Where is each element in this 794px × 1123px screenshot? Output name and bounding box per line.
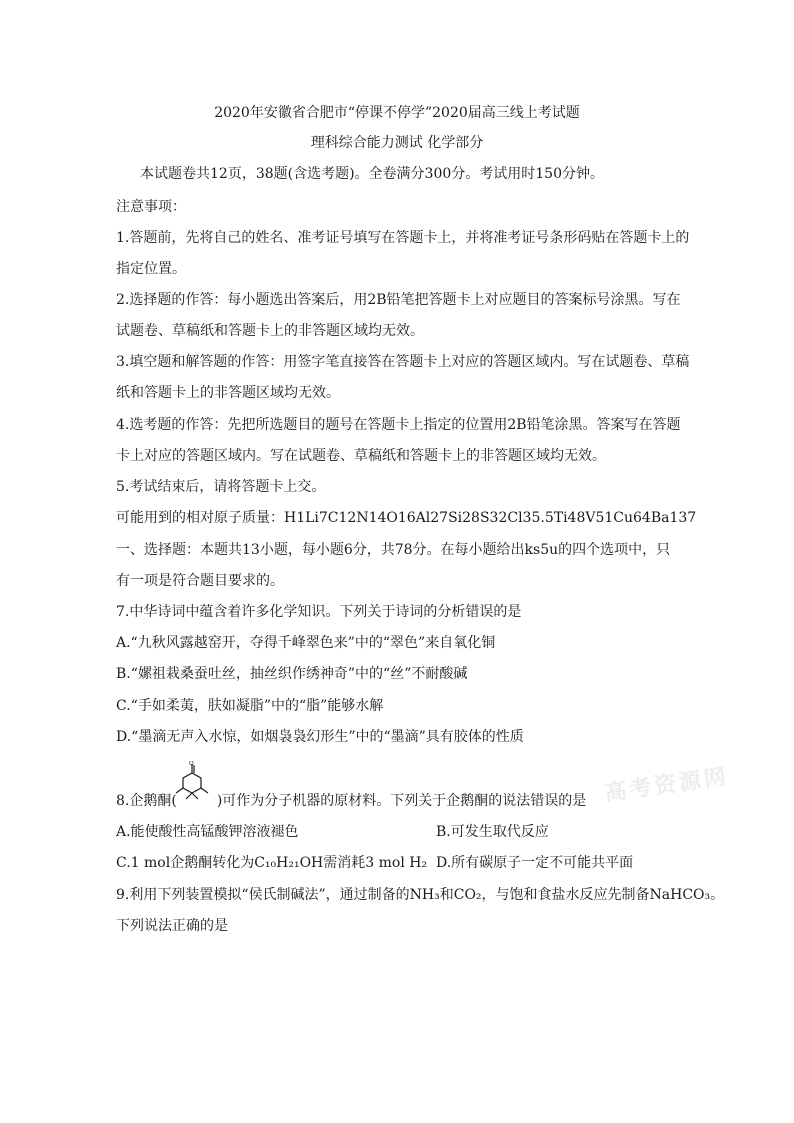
- atomic-masses: 可能用到的相对原子质量：H1Li7C12N14O16Al27Si28S32Cl35.5Ti48V51Cu64Ba137: [116, 510, 697, 526]
- exam-subtitle: 理科综合能力测试 化学部分: [310, 135, 484, 151]
- question-8-option-b: B.可发生取代反应: [436, 824, 549, 840]
- question-8-stem-prefix: 8.企鹅酮(: [116, 793, 177, 809]
- penguinone-structure-icon: [172, 761, 212, 801]
- question-8-option-d: D.所有碳原子一定不可能共平面: [436, 855, 634, 871]
- question-8-option-c: C.1 mol企鹅酮转化为C₁₀H₂₁OH需消耗3 mol H₂: [116, 855, 428, 871]
- note-line: 3.填空题和解答题的作答：用签字笔直接答在答题卡上对应的答题区域内。写在试题卷、草稿: [116, 354, 690, 370]
- note-line: 5.考试结束后，请将答题卡上交。: [116, 479, 326, 495]
- exam-title: 2020年安徽省合肥市“停课不停学”2020届高三线上考试题: [214, 105, 580, 121]
- question-7-option-b: B.“嫘祖栽桑蚕吐丝，抽丝织作绣神奇”中的“丝”不耐酸碱: [116, 666, 468, 682]
- note-line: 2.选择题的作答：每小题选出答案后，用2B铅笔把答题卡上对应题目的答案标号涂黑。写在: [116, 292, 681, 308]
- question-7-option-d: D.“墨滴无声入水惊，如烟袅袅幻形生”中的“墨滴”具有胶体的性质: [116, 729, 524, 745]
- note-line: 1.答题前，先将自己的姓名、准考证号填写在答题卡上，并将准考证号条形码贴在答题卡上的: [116, 230, 690, 246]
- notice-heading: 注意事项：: [116, 199, 186, 215]
- note-line: 纸和答题卡上的非答题区域均无效。: [116, 385, 340, 401]
- question-9-stem-cont: 下列说法正确的是: [116, 918, 228, 934]
- section-heading: 一、选择题：本题共13小题，每小题6分，共78分。在每小题给出ks5u的四个选项中，只: [116, 542, 671, 558]
- question-7-stem: 7.中华诗词中蕴含着许多化学知识。下列关于诗词的分析错误的是: [116, 604, 522, 620]
- question-9-stem: 9.利用下列装置模拟“侯氏制碱法”，通过制备的NH₃和CO₂，与饱和食盐水反应先制备NaHCO₃。: [116, 887, 725, 903]
- intro-text: 本试题卷共12页，38题(含选考题)。全卷满分300分。考试用时150分钟。: [140, 166, 604, 182]
- section-heading-cont: 有一项是符合题目要求的。: [116, 573, 284, 589]
- note-line: 4.选考题的作答：先把所选题目的题号在答题卡上指定的位置用2B铅笔涂黑。答案写在答题: [116, 417, 681, 433]
- note-line: 指定位置。: [116, 261, 186, 277]
- svg-text:O: O: [189, 761, 194, 767]
- question-8-stem-suffix: )可作为分子机器的原材料。下列关于企鹅酮的说法错误的是: [216, 793, 587, 809]
- watermark: 高考资源网: [603, 764, 731, 807]
- note-line: 试题卷、草稿纸和答题卡上的非答题区域均无效。: [116, 323, 424, 339]
- note-line: 卡上对应的答题区域内。写在试题卷、草稿纸和答题卡上的非答题区域均无效。: [116, 448, 606, 464]
- question-7-option-a: A.“九秋风露越窑开，夺得千峰翠色来”中的“翠色”来自氧化铜: [116, 635, 496, 651]
- question-7-option-c: C.“手如柔荑，肤如凝脂”中的“脂”能够水解: [116, 698, 384, 714]
- question-8-option-a: A.能使酸性高锰酸钾溶液褪色: [116, 824, 299, 840]
